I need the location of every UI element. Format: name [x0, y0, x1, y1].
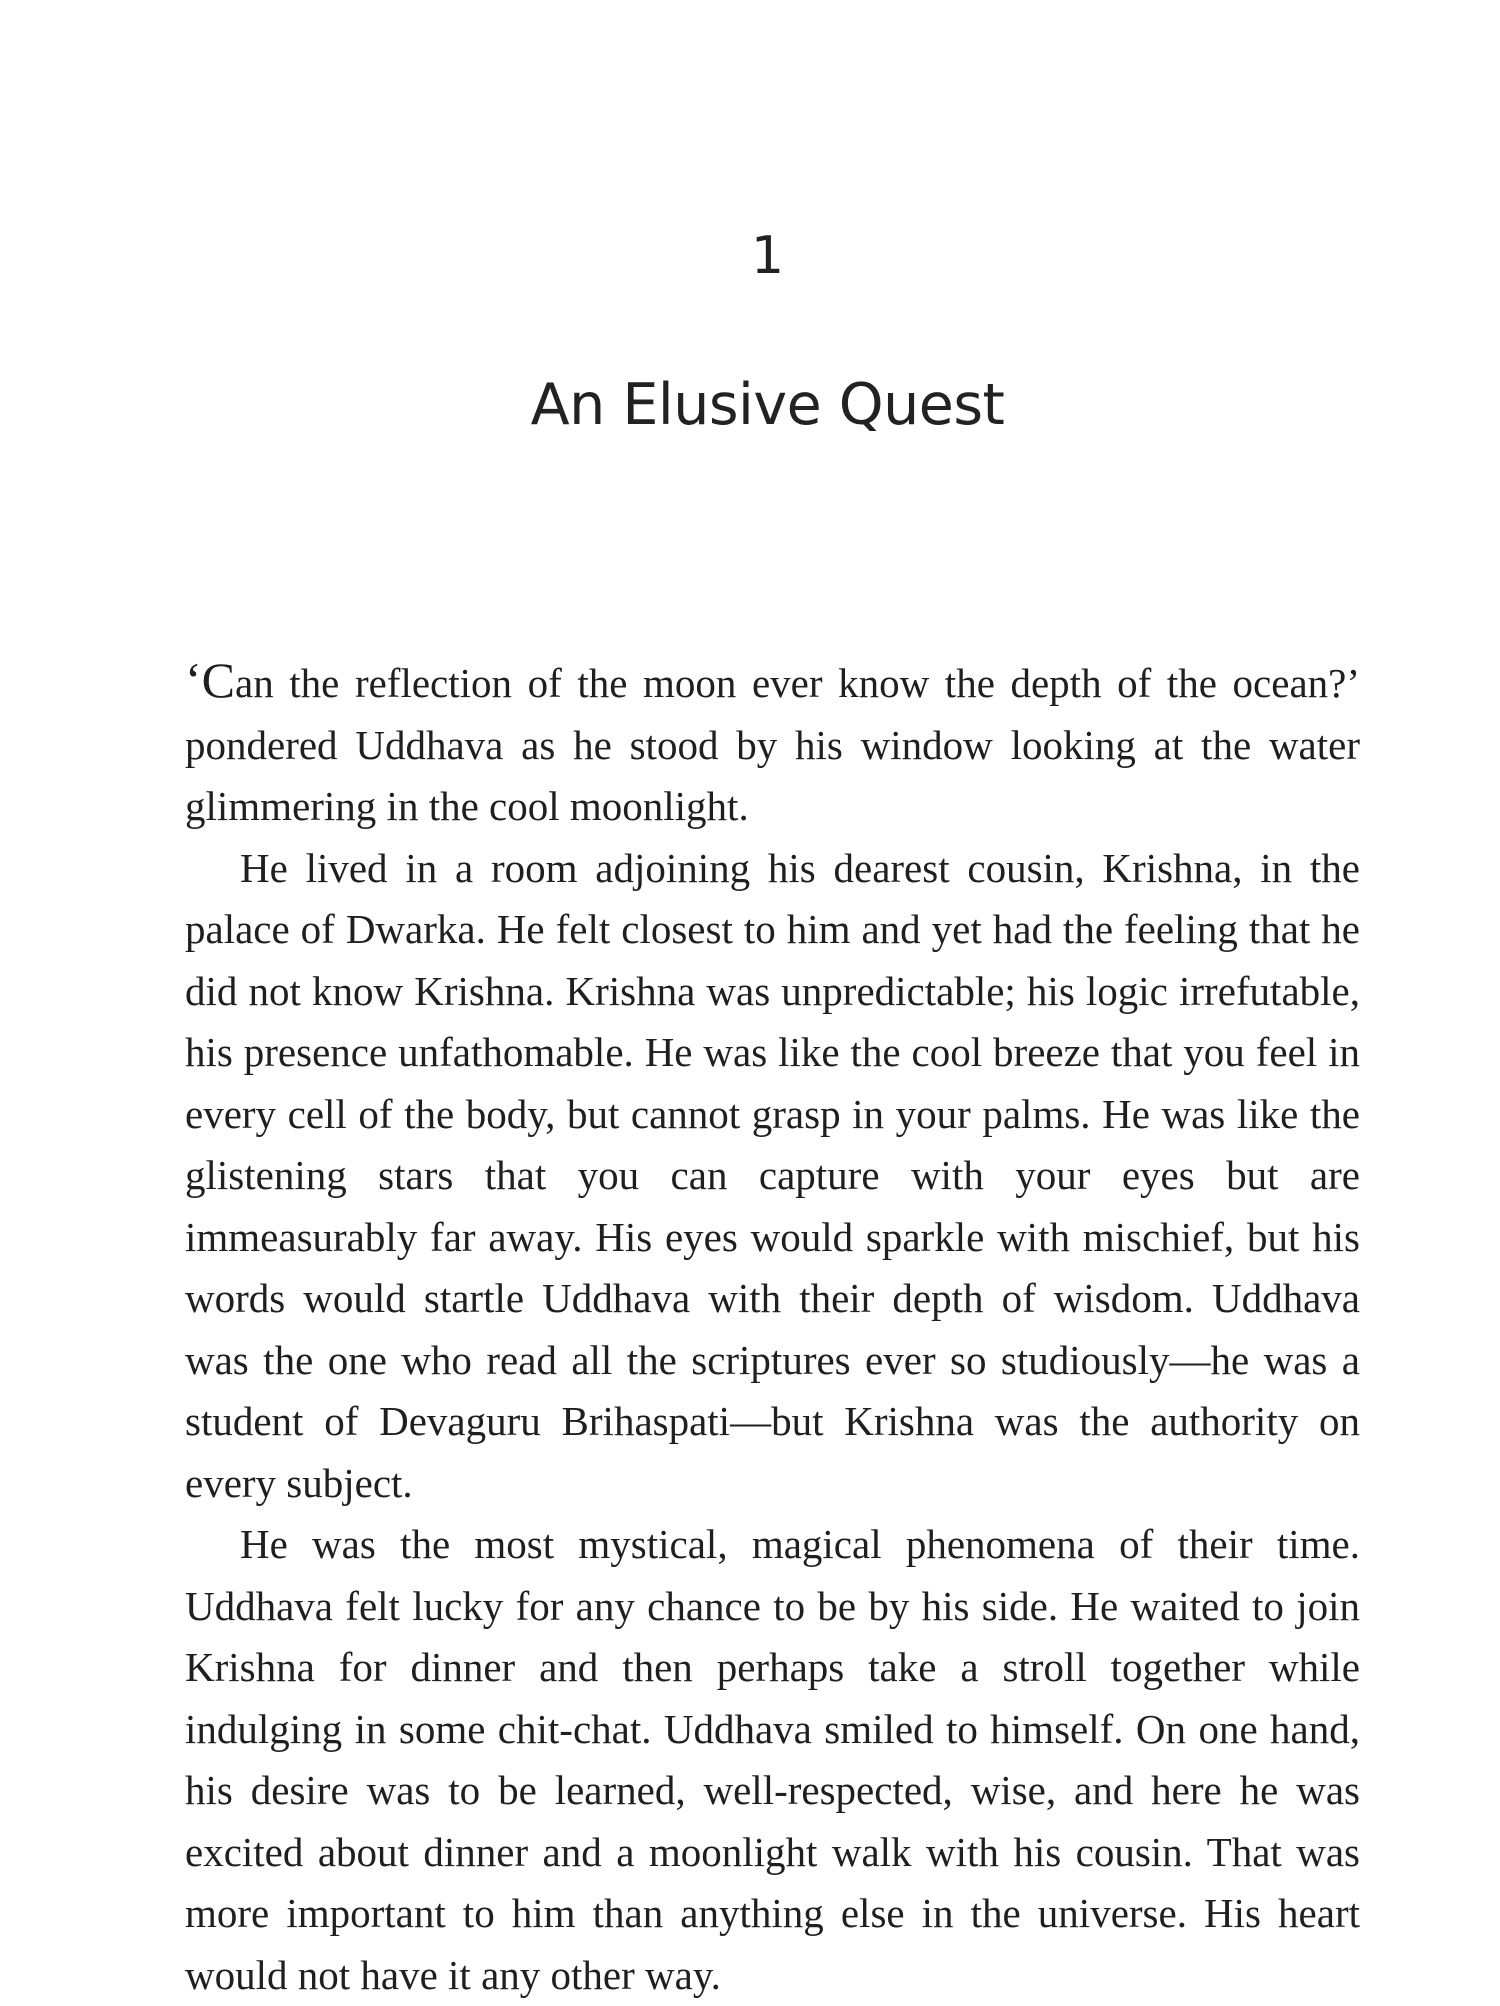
paragraph-3: He was the most mystical, magical phenomena of their time. Uddhava felt lucky for any chance to be by his side. He waited to join Krishna for dinner and then perhaps take a stroll together while indulging in some chit-chat. Uddhava smiled to himself. On one hand, his desire was to be learned, well-respected, wise, and here he was excited about dinner and a moonlight walk with his cousin. That was more important to him than anything else in the universe. His heart would not have it any other way.	[185, 1521, 1360, 1998]
paragraph-1-text: an the reflection of the moon ever know the depth of the ocean?’ pondered Uddhava as he stood by his window looking at the water glimmering in the cool moonlight.	[185, 660, 1360, 829]
chapter-body	[185, 650, 1360, 2006]
paragraph-2: He lived in a room adjoining his dearest cousin, Krishna, in the palace of Dwarka. He felt closest to him and yet had the feeling that he did not know Krishna. Krishna was unpredictable; his logic irrefutable, his presence unfathomable. He was like the cool breeze that you feel in every cell of the body, but cannot grasp in your palms. He was like the glistening stars that you can capture with your eyes but are immeasurably far away. His eyes would sparkle with mischief, but his words would startle Uddhava with their depth of wisdom. Uddhava was the one who read all the scriptures ever so studiously—he was a student of Devaguru Brihaspati—but Krishna was the authority on every subject.	[185, 844, 1360, 1506]
opening-letter: ‘C	[185, 652, 235, 708]
paragraph-1	[185, 650, 1360, 838]
chapter-number: 1	[750, 226, 785, 286]
chapter-title: An Elusive Quest	[530, 372, 1005, 438]
